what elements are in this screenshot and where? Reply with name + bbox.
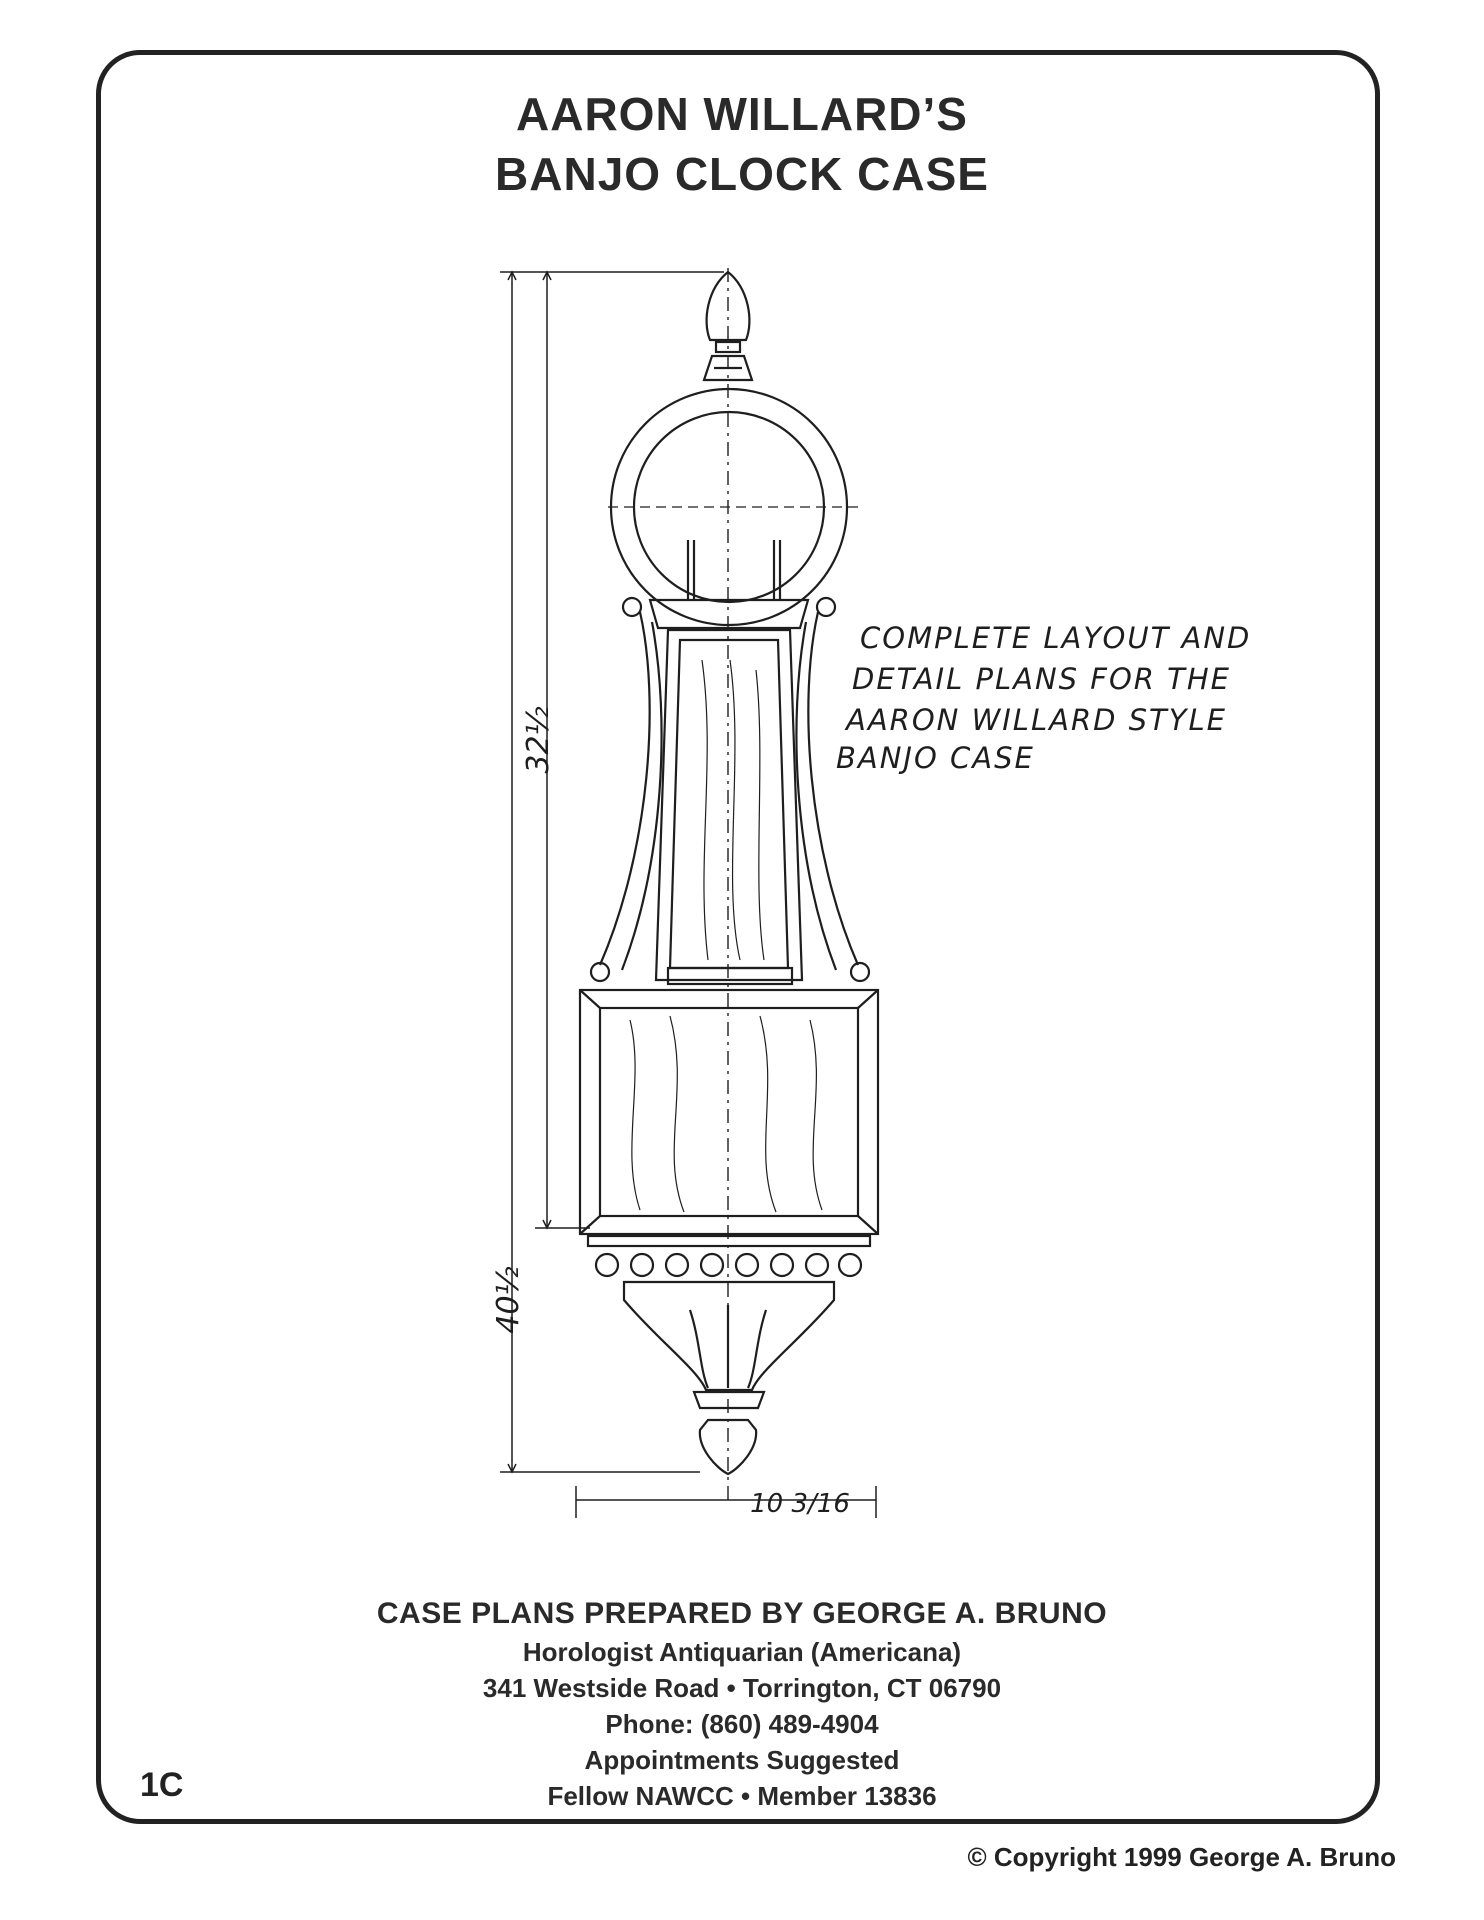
dimension-total-height: 40½: [491, 1266, 526, 1334]
note-line-3: AARON WILLARD STYLE: [846, 703, 1227, 737]
credits-line-3: Phone: (860) 489-4904: [605, 1709, 879, 1739]
credits-line-2: 341 Westside Road • Torrington, CT 06790: [482, 1673, 1002, 1703]
side-arms: [591, 598, 869, 981]
throat-panel: [656, 630, 802, 984]
credits-line-5: Fellow NAWCC • Member 13836: [547, 1781, 937, 1811]
dimension-lines: [500, 272, 876, 1518]
note-line-2: DETAIL PLANS FOR THE: [852, 662, 1231, 696]
title-line-2: BANJO CLOCK CASE: [495, 148, 989, 200]
pendulum-box: [580, 990, 878, 1246]
title-line-1: AARON WILLARD’S: [516, 88, 968, 140]
dimension-upper-height: 32½: [521, 706, 556, 774]
credits-heading: CASE PLANS PREPARED BY GEORGE A. BRUNO: [376, 1597, 1108, 1630]
credits-line-4: Appointments Suggested: [584, 1745, 900, 1775]
page-code: 1C: [140, 1766, 184, 1804]
note-line-1: COMPLETE LAYOUT AND: [860, 621, 1252, 655]
drawing-note: [836, 621, 1251, 775]
credits-line-1: Horologist Antiquarian (Americana): [522, 1637, 962, 1667]
dimension-width: 10 3/16: [750, 1489, 850, 1519]
note-line-4: BANJO CASE: [836, 741, 1035, 775]
credits-block: [0, 1594, 1484, 1814]
copyright-notice: © Copyright 1999 George A. Bruno: [967, 1842, 1396, 1872]
clock-head: [608, 389, 860, 628]
bottom-bracket: [624, 1282, 834, 1474]
